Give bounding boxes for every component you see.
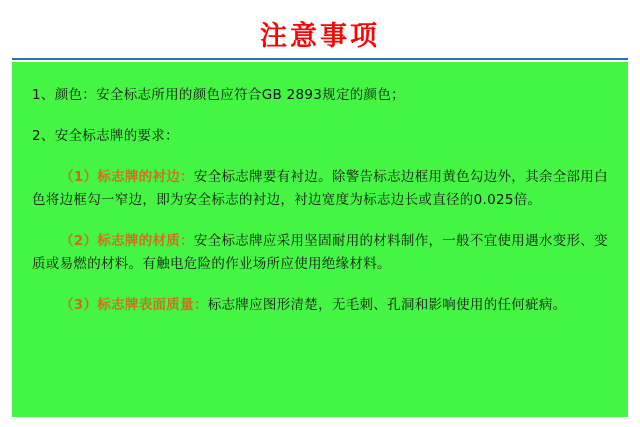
page-title: 注意事项	[260, 21, 380, 52]
sub-1-label: （1）标志牌的衬边：	[60, 169, 194, 185]
sub-3-text: 标志牌应图形清楚，无毛刺、孔洞和影响使用的任何疵病。	[207, 297, 567, 313]
sub-2-label: （2）标志牌的材质：	[60, 233, 194, 249]
sub-3-label: （3）标志牌表面质量：	[60, 297, 208, 313]
title-divider	[12, 58, 628, 60]
paragraph-item-1: 1、颜色：安全标志所用的颜色应符合GB 2893规定的颜色；	[32, 87, 405, 103]
paragraph-sub-3	[32, 294, 608, 317]
sub-2-text: 安全标志牌应采用坚固耐用的材料制作，一般不宜使用遇水变形、变质或易燃的材料。有触电危险的作业场所应使用绝缘材料。	[32, 233, 608, 272]
paragraph-sub-2	[32, 230, 608, 276]
sub-1-text: 安全标志牌要有衬边。除警告标志边框用黄色勾边外，其余全部用白色将边框勾一窄边，即为安全标志的衬边，衬边宽度为标志边长或直径的0.025倍。	[32, 169, 608, 208]
paragraph-item-2: 2、安全标志牌的要求：	[32, 128, 179, 144]
content-panel	[12, 62, 628, 417]
paragraph-sub-1	[32, 166, 608, 212]
